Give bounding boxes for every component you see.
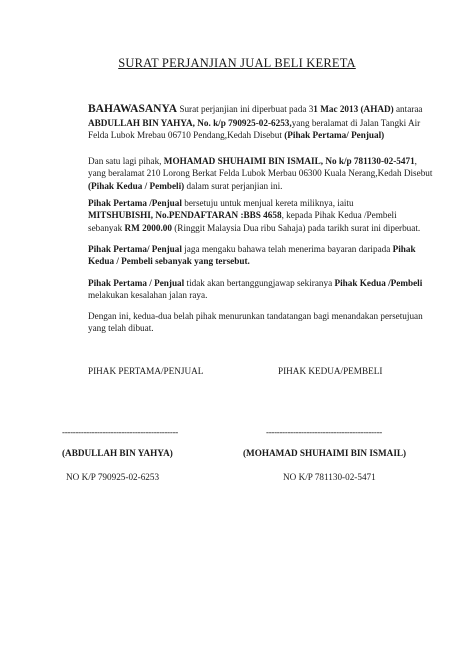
sale-amount: RM 2000.00 <box>124 222 172 233</box>
buyer-signature-line: ------------------------------------------- <box>266 427 382 437</box>
seller-name-ic: ABDULLAH BIN YAHYA, No. k/p 790925-02-6253, <box>88 118 292 128</box>
paragraph-liability: Pihak Pertama / Penjual tidak akan bertanggungjawap sekiranya Pihak Kedua /Pembeli melakukan kesalahan jalan raya. <box>88 278 423 301</box>
agreement-date: 1 Mac 2013 (AHAD) <box>313 104 394 114</box>
seller-signature-name: (ABDULLAH BIN YAHYA) <box>62 448 173 458</box>
vehicle-registration: MITSHUBISHI, No.PENDAFTARAN :BBS 4658 <box>88 210 282 221</box>
document-title: SURAT PERJANJIAN JUAL BELI KERETA <box>118 56 356 70</box>
paragraph-consent: Dengan ini, kedua-dua belah pihak menurunkan tandatangan bagi menandakan persetujuan yang telah dibuat. <box>88 311 423 334</box>
buyer-name-ic: MOHAMAD SHUHAIMI BIN ISMAIL, No k/p 781130-02-5471 <box>163 156 415 166</box>
paragraph-sale-terms: Pihak Pertama /Penjual bersetuju untuk menjual kereta miliknya, iaitu MITSHUBISHI, No.PENDAFTARAN :BBS 4658, kepada Pihak Kedua /Pembeli sebanyak RM 2000.00 (Ringgit Malaysia Dua ribu Sahaja) pada tarikh surat ini diperbuat. <box>88 198 421 233</box>
seller-ic-number: NO K/P 790925-02-6253 <box>66 472 160 482</box>
paragraph-parties-second: Dan satu lagi pihak, MOHAMAD SHUHAIMI BIN ISMAIL, No k/p 781130-02-5471, yang beralamat 210 Lorong Berkat Felda Lubok Merbau 06300 Kuala Nerang,Kedah Disebut (Pihak Kedua / Pembeli) dalam surat perjanjian ini. <box>88 156 433 191</box>
buyer-signature-name: (MOHAMAD SHUHAIMI BIN ISMAIL) <box>243 448 407 458</box>
buyer-role-label: PIHAK KEDUA/PEMBELI <box>278 366 383 376</box>
seller-role-label: PIHAK PERTAMA/PENJUAL <box>88 366 204 376</box>
bahawasanya-heading: BAHAWASANYA <box>88 103 178 115</box>
seller-signature-line: ------------------------------------------- <box>62 427 178 437</box>
buyer-ic-number: NO K/P 781130-02-5471 <box>283 472 376 482</box>
paragraph-payment-received: Pihak Pertama/ Penjual jaga mengaku bahawa telah menerima bayaran daripada Pihak Kedua / Pembeli sebanyak yang tersebut. <box>88 244 416 267</box>
paragraph-parties-first: BAHAWASANYA Surat perjanjian ini diperbuat pada 31 Mac 2013 (AHAD) antaraa ABDULLAH BIN YAHYA, No. k/p 790925-02-6253,yang beralamat di Jalan Tangki Air Felda Lubok Mrebau 06710 Pendang,Kedah Disebut (Pihak Pertama/ Penjual) <box>88 103 423 141</box>
